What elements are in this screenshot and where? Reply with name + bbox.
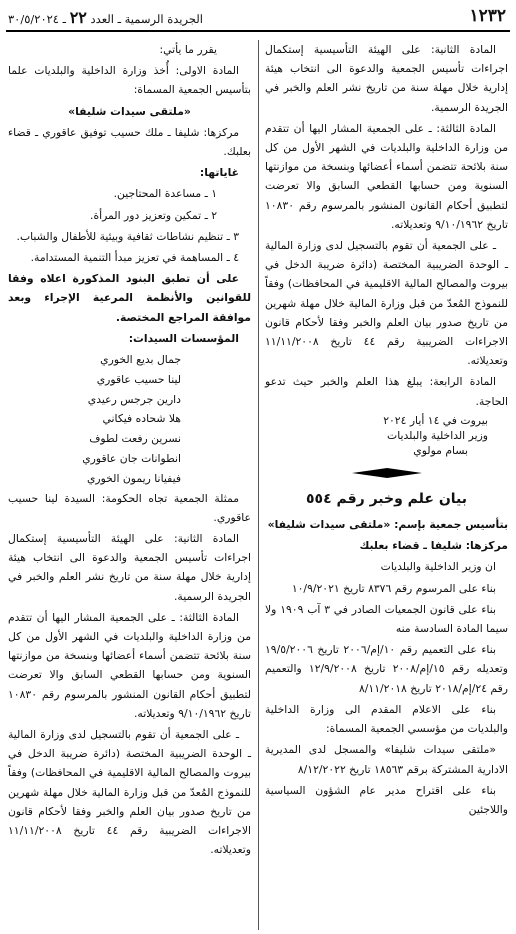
article-3: المادة الثالثة: ـ على الجمعية المشار اليها أن تتقدم من وزارة الداخلية والبلديات في الشهر الأول من كل سنة بلائحة تتضمن أسماء أعضائها وبنسخة من موازنتها السنوية ومن حسابها القطعي السابق والا تعرضت لتطبيق أحكام القانون المنشور بالمرسوم رقم ١٠٨٣٠ تاريخ ٩/١٠/١٩٦٢ وتعديلاته. bbox=[265, 121, 508, 231]
tax-registration-left: ـ على الجمعية أن تقوم بالتسجيل لدى وزارة المالية ـ الوحدة الضريبية المختصة (دائرة ضريبة الدخل في بيروت والمصالح المالية الاقليمية في المحافظات) وفقاً للنموذج المُعدّ من قبل وزارة المالية خلال مهلة شهرين من تاريخ صدور بيان العلم والخبر وفقا لأحكام قانون الاجراءات الضريبية رقم ٤٤ تاريخ ١١/١١/٢٠٠٨ وتعديلاته. bbox=[8, 728, 251, 857]
article-2: المادة الثانية: على الهيئة التأسيسية إستكمال اجراءات تأسيس الجمعية والدعوة الى انتخاب هيئة إدارية خلال مهلة سنة من تاريخ نشر العلم والخبر في الجريدة الرسمية. bbox=[265, 43, 508, 114]
issue-number: ٢٢ bbox=[69, 8, 87, 27]
article-1: المادة الاولى: أُخذ وزارة الداخلية والبلديات علما بتأسيس الجمعية المسماة: bbox=[8, 64, 251, 97]
association-name: «ملتقى سيدات شليفا» bbox=[68, 104, 191, 118]
basis-decree: بناء على المرسوم رقم ٨٣٧٦ تاريخ ١٠/٩/٢٠٢١ bbox=[291, 581, 496, 595]
government-representative: ممثلة الجمعية تجاه الحكومة: السيدة لينا حسيب عاقوري. bbox=[8, 491, 251, 524]
founder-member: جمال بديع الخوري bbox=[100, 353, 181, 367]
issue-date: ـ ٣٠/٥/٢٠٢٤ bbox=[8, 12, 67, 26]
basis-proposal: بناء على اقتراح مدير عام الشؤون السياسية واللاجئين bbox=[265, 783, 508, 816]
founder-member: نسرين رفعت لطوف bbox=[89, 432, 181, 446]
basis-notification: بناء على الاعلام المقدم الى وزارة الداخلية والبلديات من مؤسسي الجمعية المسماة: bbox=[265, 702, 508, 736]
goal-1: ١ ـ مساعدة المحتاجين. bbox=[113, 187, 217, 201]
section-ornament bbox=[265, 468, 508, 478]
page-number: ١٢٣٢ bbox=[469, 6, 506, 26]
basis-registration: «ملتقى سيدات شليفا» والمسجل لدى المديرية الادارية المشتركة برقم ١٨٥٦٣ تاريخ ٨/١٢/٢٠٢٢ bbox=[265, 743, 508, 776]
notice-subtitle-hq: مركزها: شليفا ـ قضاء بعلبك bbox=[359, 539, 508, 553]
founder-member: لينا حسيب عاقوري bbox=[96, 372, 181, 386]
founder-member: فيفيانا ريمون الخوري bbox=[86, 471, 181, 485]
goal-3: ٣ ـ تنظيم نشاطات ثقافية وبيئية للأطفال والشباب. bbox=[16, 229, 239, 243]
signature-title: وزير الداخلية والبلديات bbox=[387, 428, 488, 442]
right-column bbox=[265, 40, 508, 821]
signature-name: بسام مولوي bbox=[413, 443, 468, 457]
left-column bbox=[8, 40, 251, 861]
goals-label: غاياتها: bbox=[199, 166, 239, 180]
basis-circulars: بناء على التعميم رقم ١٠/إم/٢٠٠٦ تاريخ ١٩/٥/٢٠٠٦ وتعديله رقم ١٥/إم/٢٠٠٨ تاريخ ١٢/٩/٢٠٠٨ والتعميم رقم ٢٤/إم/٢٠١٨ تاريخ ٨/١١/٢٠١٨ bbox=[265, 643, 508, 695]
article-4: المادة الرابعة: يبلغ هذا العلم والخبر حيث تدعو الحاجة. bbox=[265, 375, 508, 408]
notice-subtitle-name: بتأسيس جمعية بإسم: «ملتقى سيدات شليفا» bbox=[267, 518, 508, 532]
signature-date: بيروت في ١٤ أيار ٢٠٢٤ bbox=[383, 413, 488, 427]
association-hq: مركزها: شليفا ـ ملك حسيب توفيق عاقوري ـ قضاء بعلبك. bbox=[8, 125, 251, 159]
tax-registration: ـ على الجمعية أن تقوم بالتسجيل لدى وزارة المالية ـ الوحدة الضريبية المختصة (دائرة ضريبة الدخل في بيروت والمصالح المالية الاقليمية في المحافظات) وفقاً للنموذج المُعدّ من قبل وزارة المالية خلال مهلة شهرين من تاريخ صدور بيان العلم والخبر وفقا لأحكام قانون الاجراءات الضريبية رقم ٤٤ تاريخ ١١/١١/٢٠٠٨ وتعديلاته. bbox=[265, 239, 508, 368]
article-2-left: المادة الثانية: على الهيئة التأسيسية إستكمال اجراءات تأسيس الجمعية والدعوة الى انتخاب هيئة إدارية خلال مهلة سنة من تاريخ نشر العلم والخبر في الجريدة الرسمية. bbox=[8, 532, 251, 603]
goal-4: ٤ ـ المساهمة في تعزيز مبدأ التنمية المستدامة. bbox=[30, 251, 239, 265]
notice-title: بيان علم وخبر رقم ٥٥٤ bbox=[306, 490, 467, 507]
founder-member: هلا شحاده فيكاني bbox=[102, 412, 181, 426]
basis-law: بناء على قانون الجمعيات الصادر في ٣ آب ١٩٠٩ ولا سيما المادة السادسة منه bbox=[265, 602, 508, 636]
decision-intro: يقرر ما يأتي: bbox=[159, 43, 217, 56]
founder-member: دارين جرجس رعيدي bbox=[87, 392, 181, 406]
gazette-title: الجريدة الرسمية ـ العدد bbox=[90, 12, 203, 26]
goal-2: ٢ ـ تمكين وتعزيز دور المرأة. bbox=[90, 208, 217, 222]
minister-line: ان وزير الداخلية والبلديات bbox=[380, 560, 496, 574]
conditions: على أن تطبق البنود المذكورة اعلاه وفقا للقوانين والأنظمة المرعية الإجراء وبعد موافقة المراجع المختصة. bbox=[8, 272, 251, 324]
founders-label: المؤسسات السيدات: bbox=[128, 331, 239, 345]
article-3-left: المادة الثالثة: ـ على الجمعية المشار اليها أن تتقدم من وزارة الداخلية والبلديات في الشهر الأول من كل سنة بلائحة تتضمن أسماء أعضائها وبنسخة من موازنتها السنوية ومن حسابها القطعي السابق والا تعرضت لتطبيق أحكام القانون المنشور بالمرسوم رقم ١٠٨٣٠ تاريخ ٩/١٠/١٩٦٢ وتعديلاته. bbox=[8, 610, 251, 720]
gazette-issue-title bbox=[8, 8, 203, 27]
founder-member: انطوانات جان عاقوري bbox=[82, 452, 181, 466]
column-divider bbox=[258, 40, 259, 930]
divider-diamond-icon bbox=[352, 468, 422, 478]
header-rule bbox=[6, 30, 510, 32]
page-header bbox=[0, 0, 516, 34]
